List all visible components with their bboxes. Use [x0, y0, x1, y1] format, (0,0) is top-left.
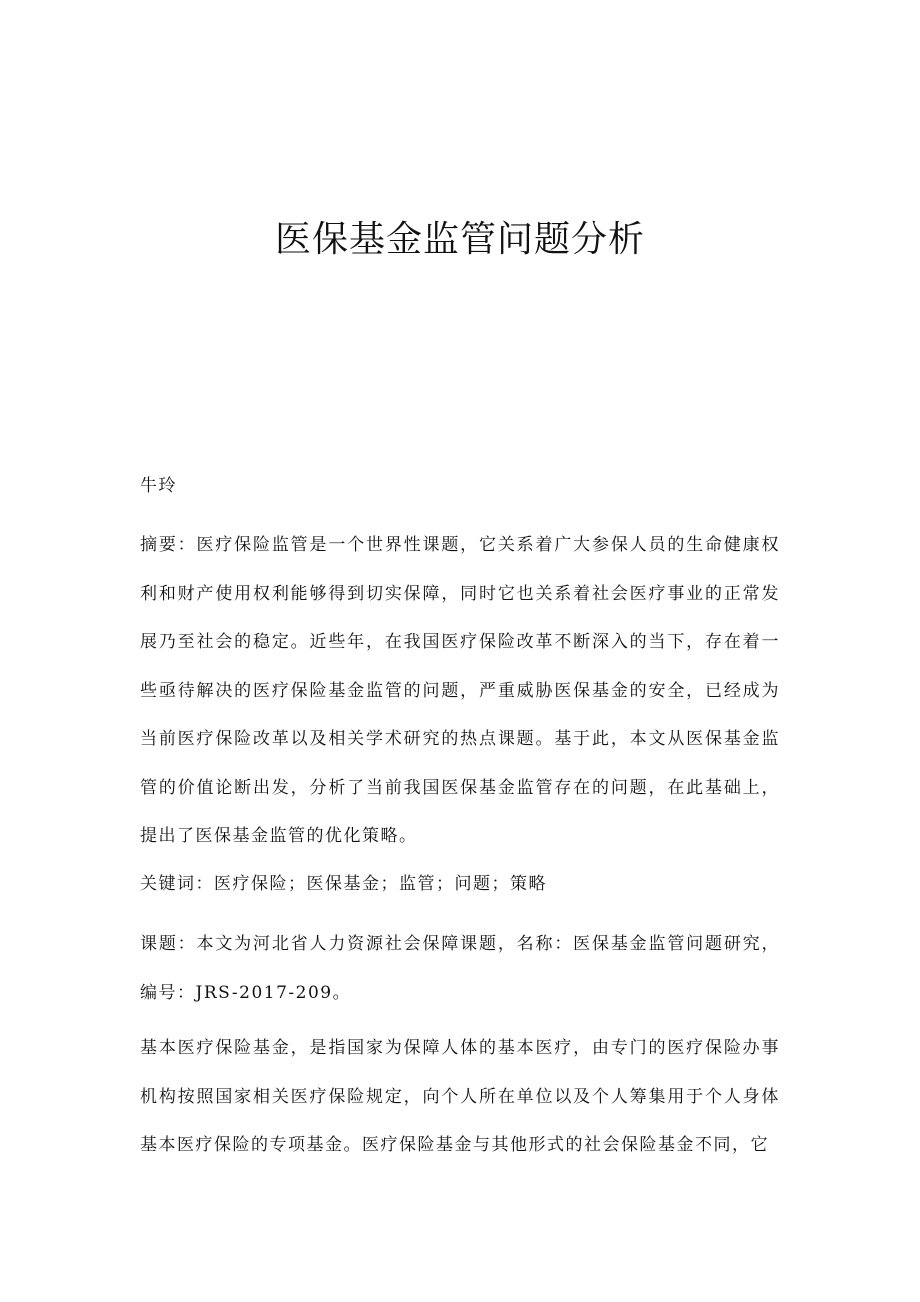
author-name: 牛玲 [140, 476, 177, 496]
abstract-paragraph: 摘要：医疗保险监管是一个世界性课题，它关系着广大参保人员的生命健康权利和财产使用权利能够得到切实保障，同时它也关系着社会医疗事业的正常发展乃至社会的稳定。近些年，在我国医疗保险改革不断深入的当下，存在着一些亟待解决的医疗保险基金监管的问题，严重威胁医保基金的安全，已经成为当前医疗保险改革以及相关学术研究的热点课题。基于此，本文从医保基金监管的价值论断出发，分析了当前我国医保基金监管存在的问题，在此基础上，提出了医保基金监管的优化策略。 [140, 535, 780, 846]
body-paragraph: 基本医疗保险基金，是指国家为保障人体的基本医疗，由专门的医疗保险办事机构按照国家相关医疗保险规定，向个人所在单位以及个人筹集用于个人身体基本医疗保险的专项基金。医疗保险基金与其他形式的社会保险基金不同，它 [140, 1038, 780, 1155]
keywords-line: 关键词：医疗保险；医保基金；监管；问题；策略 [140, 874, 547, 894]
document-title: 医保基金监管问题分析 [274, 219, 645, 260]
project-note: 课题：本文为河北省人力资源社会保障课题，名称：医保基金监管问题研究，编号：JRS-2017-209。 [140, 934, 780, 1003]
